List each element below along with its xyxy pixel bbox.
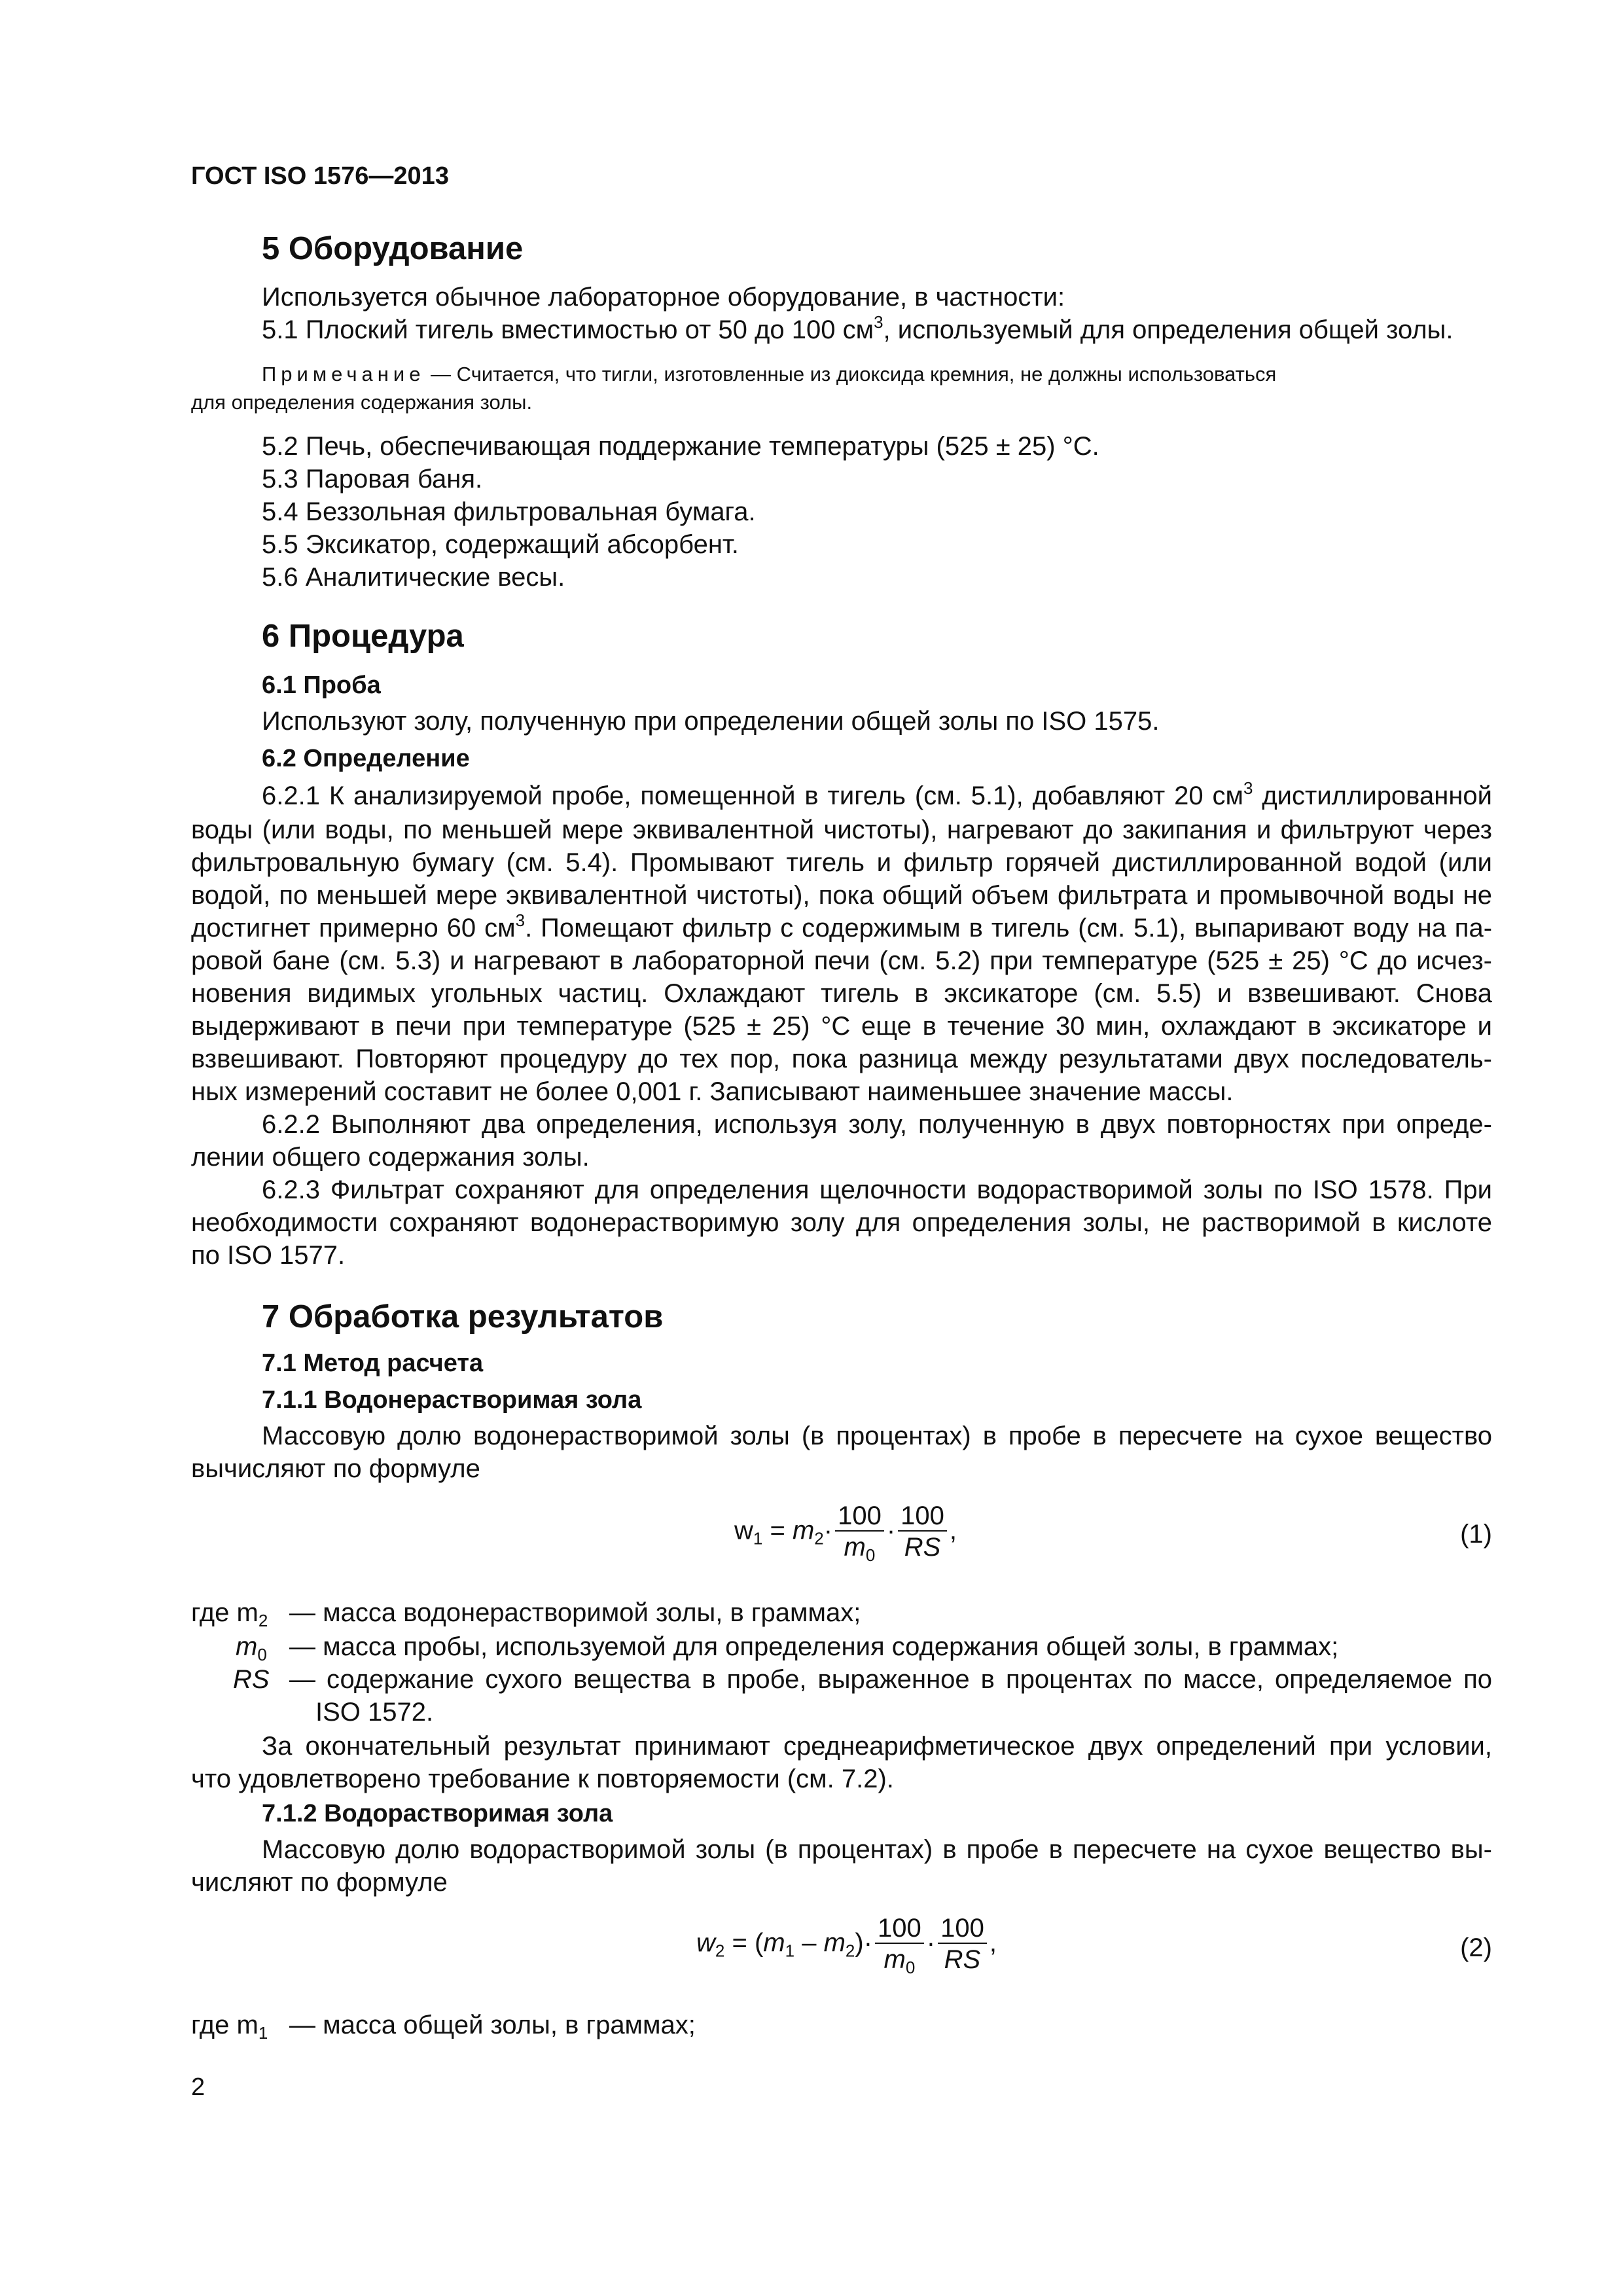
paragraph-6-2-1-line: ных измерений составит не более 0,001 г. Записывают наименьшее значение массы. [191,1077,1234,1106]
paragraph-6-2-3-line: необходимости сохраняют водонерастворимую золу для определения золы, не растворимой в кислоте [191,1208,1492,1237]
note-label: Примечание [262,363,425,386]
page-number: 2 [191,2073,205,2101]
subsection-6-2-title: 6.2 Определение [262,745,470,772]
where-m2: где $m_2$ [191,1598,268,1630]
final-result-line: что удовлетворено требование к повторяемости (см. 7.2). [191,1765,894,1793]
paragraph-6-2-1-line: взвешивают. Повторяют процедуру до тех пор, пока разница между результатами двух последователь- [191,1045,1492,1073]
where-rs: RS [233,1665,270,1694]
fraction-100-over-rs: $\frac{100}{RS}$ [938,1914,987,1975]
paragraph-6-2-1-line: выдерживают в печи при температуре (525 ± 25) °С еще в течение 30 мин, охлаждают в эксикаторе и [191,1012,1492,1041]
paragraph-6-2-1-line: водой, по меньшей мере эквивалентной чистоты), пока общий объем фильтрата и промывочной воды не [191,881,1492,910]
paragraph-6-2-1-line: фильтровальную бумагу (см. 5.4). Промывают тигель и фильтр горячей дистиллированной водой (или [191,848,1492,877]
subsection-7-1-title: 7.1 Метод расчета [262,1350,484,1377]
item-5-5: 5.5 Эксикатор, содержащий абсорбент. [262,530,739,559]
def-m1: — масса общей золы, в граммах; [289,2011,696,2039]
fraction-100-over-rs: $\frac{100}{RS}$ [898,1501,947,1563]
section-5-title: 5 Оборудование [262,231,524,266]
section-5-intro: Используется обычное лабораторное оборудование, в частности: [262,283,1065,312]
def-m2: — масса водонерастворимой золы, в граммах; [289,1598,861,1627]
paragraph-7-1-1-line: Массовую долю водонерастворимой золы (в процентах) в пробе в пересчете на сухое вещество [262,1422,1492,1450]
equation-number-1: (1) [1460,1520,1492,1549]
def-rs-line-2: ISO 1572. [315,1698,434,1727]
item-5-4: 5.4 Беззольная фильтровальная бумага. [262,497,756,526]
paragraph-7-1-2-line: числяют по формуле [191,1868,448,1897]
paragraph-6-2-2-line: 6.2.2 Выполняют два определения, используя золу, полученную в двух повторностях при опреде- [262,1110,1492,1139]
paragraph-7-1-2-line: Массовую долю водорастворимой золы (в процентах) в пробе в пересчете на сухое вещество вы- [262,1835,1492,1864]
item-5-6: 5.6 Аналитические весы. [262,563,565,592]
paragraph-6-1: Используют золу, полученную при определении общей золы по ISO 1575. [262,707,1160,736]
formula-2: $w_2 = (m_1 - m_2)\cdot$ $\frac{100}{m_0}$ · $\frac{100}{RS}$ , [696,1914,997,1977]
formula-1: $w_1 = m_2\cdot$ $\frac{100}{m_0}$ · $\frac{100}{RS}$ , [734,1501,957,1565]
paragraph-7-1-1-line: вычисляют по формуле [191,1454,480,1483]
subsection-6-1-title: 6.1 Проба [262,672,381,699]
paragraph-6-2-2-line: лении общего содержания золы. [191,1143,590,1172]
def-rs-line-1: — содержание сухого вещества в пробе, выраженное в процентах по массе, определяемое по [289,1665,1492,1694]
item-5-2: 5.2 Печь, обеспечивающая поддержание температуры (525 ± 25) °С. [262,432,1099,461]
paragraph-6-2-1-line: ровой бане (см. 5.3) и нагревают в лабораторной печи (см. 5.2) при температуре (525 ± 25) °С до исчез- [191,946,1492,975]
section-6-title: 6 Процедура [262,619,464,654]
final-result-line: За окончательный результат принимают среднеарифметическое двух определений при условии, [262,1732,1492,1761]
subsection-7-1-1-title: 7.1.1 Водонерастворимая зола [262,1386,642,1414]
where-m1: где $m_1$ [191,2011,268,2043]
paragraph-6-2-1-line: воды (или воды, по меньшей мере эквивалентной чистоты), нагревают до закипания и фильтруют через [191,816,1492,844]
document-header: ГОСТ ISO 1576—2013 [191,162,449,190]
item-5-3: 5.3 Паровая баня. [262,465,483,493]
item-5-1: 5.1 Плоский тигель вместимостью от 50 до 100 $см^3$, используемый для определения общей золы. [262,312,1454,344]
fraction-100-over-m0: $\frac{100}{m_0}$ [875,1914,924,1975]
def-m0: — масса пробы, используемой для определения содержания общей золы, в граммах; [289,1632,1339,1661]
section-7-title: 7 Обработка результатов [262,1299,664,1335]
paragraph-6-2-3-line: по ISO 1577. [191,1241,346,1270]
paragraph-6-2-1-line: новения видимых угольных частиц. Охлаждают тигель в эксикаторе (см. 5.5) и взвешивают. Снова [191,979,1492,1008]
where-m0: $m_0$ [236,1632,267,1664]
paragraph-6-2-1-line: 6.2.1 К анализируемой пробе, помещенной в тигель (см. 5.1), добавляют 20 $см^3$ дистиллированной [262,778,1492,810]
note-line-1: Примечание — Считается, что тигли, изготовленные из диоксида кремния, не должны использоваться [262,363,1277,386]
fraction-100-over-m0: $\frac{100}{m_0}$ [835,1501,884,1563]
paragraph-6-2-3-line: 6.2.3 Фильтрат сохраняют для определения щелочности водорастворимой золы по ISO 1578. При [262,1175,1492,1204]
equation-number-2: (2) [1460,1933,1492,1962]
note-line-2: для определения содержания золы. [191,391,533,414]
paragraph-6-2-1-line: достигнет примерно 60 $см^3$. Помещают фильтр с содержимым в тигель (см. 5.1), выпаривают воду на па- [191,910,1493,942]
subsection-7-1-2-title: 7.1.2 Водорастворимая зола [262,1800,613,1827]
